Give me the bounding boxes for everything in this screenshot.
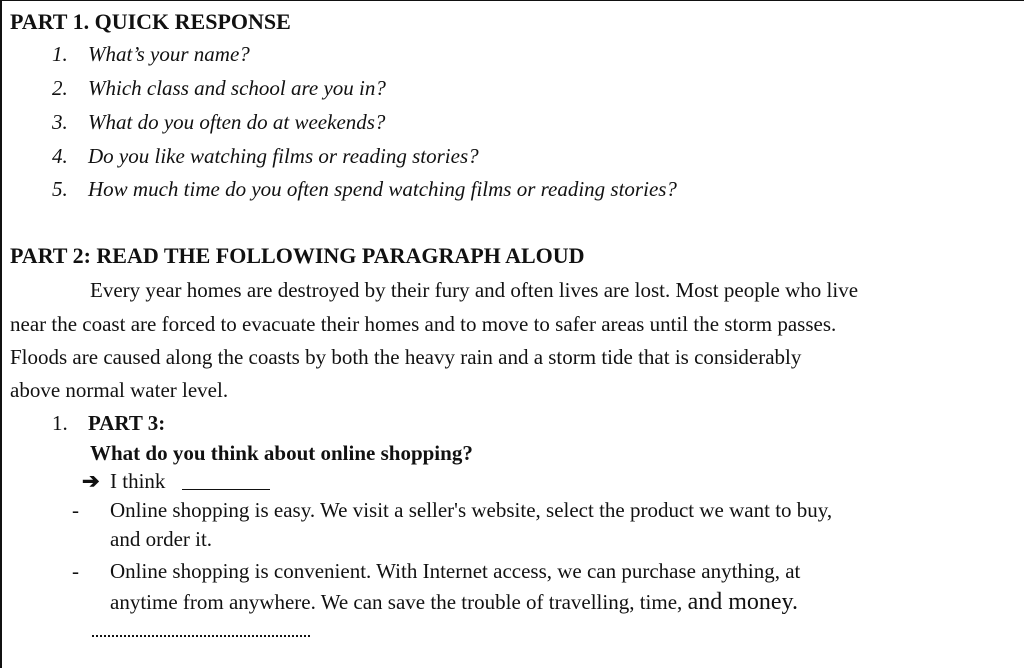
- question-number: 4.: [52, 144, 68, 168]
- bullet-dash-2: -: [72, 559, 79, 583]
- paragraph-line-4: above normal water level.: [10, 378, 229, 402]
- question-1: [52, 42, 250, 67]
- point-2-line-2-text: anytime from anywhere. We can save the trouble of travelling, time,: [110, 590, 688, 614]
- part1-heading: PART 1. QUICK RESPONSE: [10, 9, 291, 34]
- question-3: [52, 110, 385, 135]
- part3-question: What do you think about online shopping?: [90, 441, 473, 465]
- question-4: [52, 144, 479, 169]
- bullet-dash-1: -: [72, 498, 79, 522]
- prompt-text: I think: [110, 469, 166, 493]
- point-2-line-1: Online shopping is convenient. With Internet access, we can purchase anything, at: [110, 559, 801, 583]
- point-2-line-2: [110, 589, 798, 616]
- point-1-line-1: Online shopping is easy. We visit a seller's website, select the product we want to buy,: [110, 498, 833, 522]
- part3-heading: [52, 411, 165, 436]
- question-text: Do you like watching films or reading stories?: [88, 144, 479, 168]
- question-text: What’s your name?: [88, 42, 250, 66]
- prompt-line: [82, 469, 165, 494]
- question-2: [52, 76, 386, 101]
- arrow-right-icon: ➔: [82, 469, 100, 493]
- part3-title: PART 3:: [88, 411, 166, 435]
- question-text: How much time do you often spend watching films or reading stories?: [88, 177, 677, 201]
- question-number: 3.: [52, 110, 68, 134]
- point-2-line-2-large: and money.: [687, 589, 798, 615]
- question-text: Which class and school are you in?: [88, 76, 386, 100]
- part2-heading: PART 2: READ THE FOLLOWING PARAGRAPH ALOUD: [10, 243, 585, 268]
- part3-number: 1.: [52, 411, 68, 435]
- question-text: What do you often do at weekends?: [88, 110, 386, 134]
- paragraph-line-1: Every year homes are destroyed by their fury and often lives are lost. Most people who live: [90, 278, 859, 302]
- paragraph-line-2: near the coast are forced to evacuate their homes and to move to safer areas until the storm passes.: [10, 312, 837, 336]
- dotted-answer-line[interactable]: [92, 635, 310, 637]
- paragraph-line-3: Floods are caused along the coasts by both the heavy rain and a storm tide that is considerably: [10, 345, 802, 369]
- question-5: [52, 177, 677, 202]
- point-1-line-2: and order it.: [110, 527, 213, 551]
- question-number: 5.: [52, 177, 68, 201]
- question-number: 1.: [52, 42, 68, 66]
- answer-blank[interactable]: [182, 489, 270, 490]
- question-number: 2.: [52, 76, 68, 100]
